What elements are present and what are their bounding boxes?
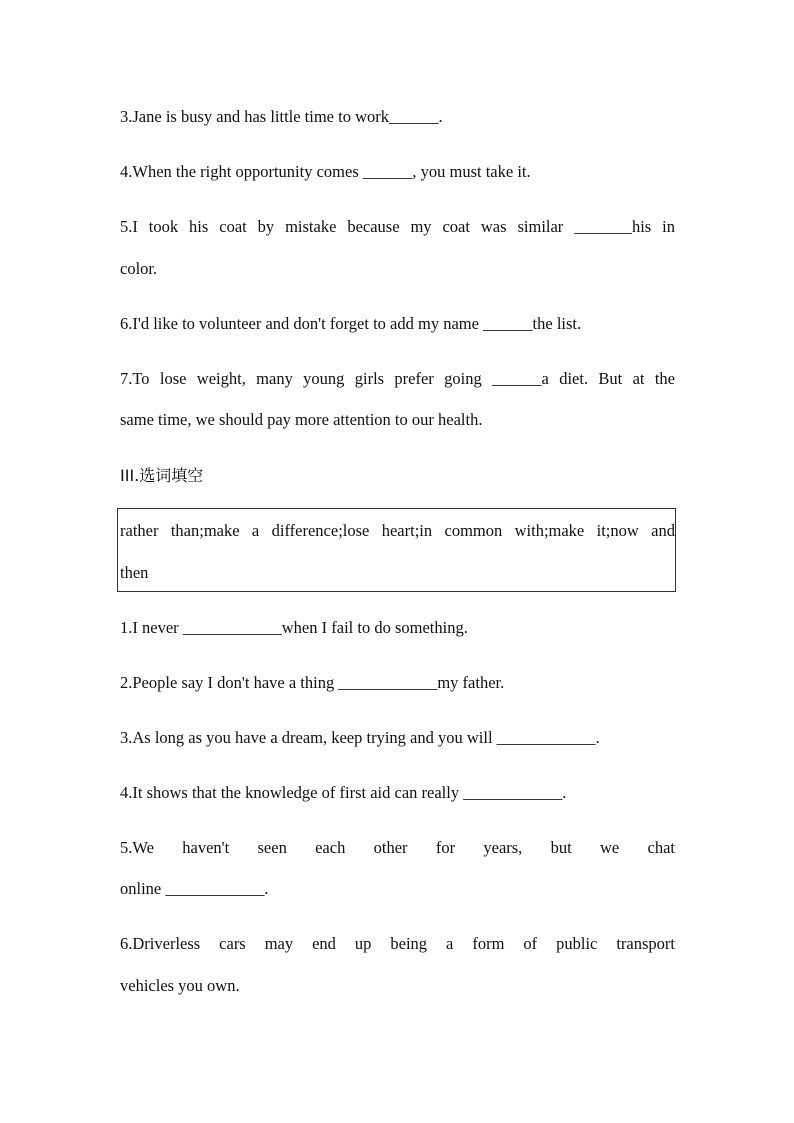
exercise-item-5: 5.I took his coat by mistake because my coat was similar _______his in	[120, 217, 675, 236]
fill-blank-item-4: 4.It shows that the knowledge of first aid can really ____________.	[120, 783, 567, 802]
fill-blank-item-5-continued: online ____________.	[120, 879, 269, 898]
exercise-item-3: 3.Jane is busy and has little time to work______.	[120, 107, 443, 126]
fill-blank-item-5: 5.We haven't seen each other for years, but we chat	[120, 838, 675, 857]
exercise-item-4: 4.When the right opportunity comes ______, you must take it.	[120, 162, 531, 181]
fill-blank-item-6: 6.Driverless cars may end up being a form of public transport	[120, 934, 675, 953]
fill-blank-item-2: 2.People say I don't have a thing ____________my father.	[120, 673, 505, 692]
exercise-item-7-continued: same time, we should pay more attention to our health.	[120, 410, 483, 429]
exercise-item-7: 7.To lose weight, many young girls prefer going ______a diet. But at the	[120, 369, 675, 388]
word-bank-line-continued: then	[120, 563, 149, 582]
exercise-item-5-continued: color.	[120, 259, 158, 278]
section-heading: III.选词填空	[120, 466, 204, 485]
exercise-item-6: 6.I'd like to volunteer and don't forget to add my name ______the list.	[120, 314, 582, 333]
fill-blank-item-1: 1.I never ____________when I fail to do something.	[120, 618, 468, 637]
word-bank-line: rather than;make a difference;lose heart;in common with;make it;now and	[120, 521, 675, 540]
fill-blank-item-6-continued: vehicles you own.	[120, 976, 240, 995]
fill-blank-item-3: 3.As long as you have a dream, keep trying and you will ____________.	[120, 728, 600, 747]
